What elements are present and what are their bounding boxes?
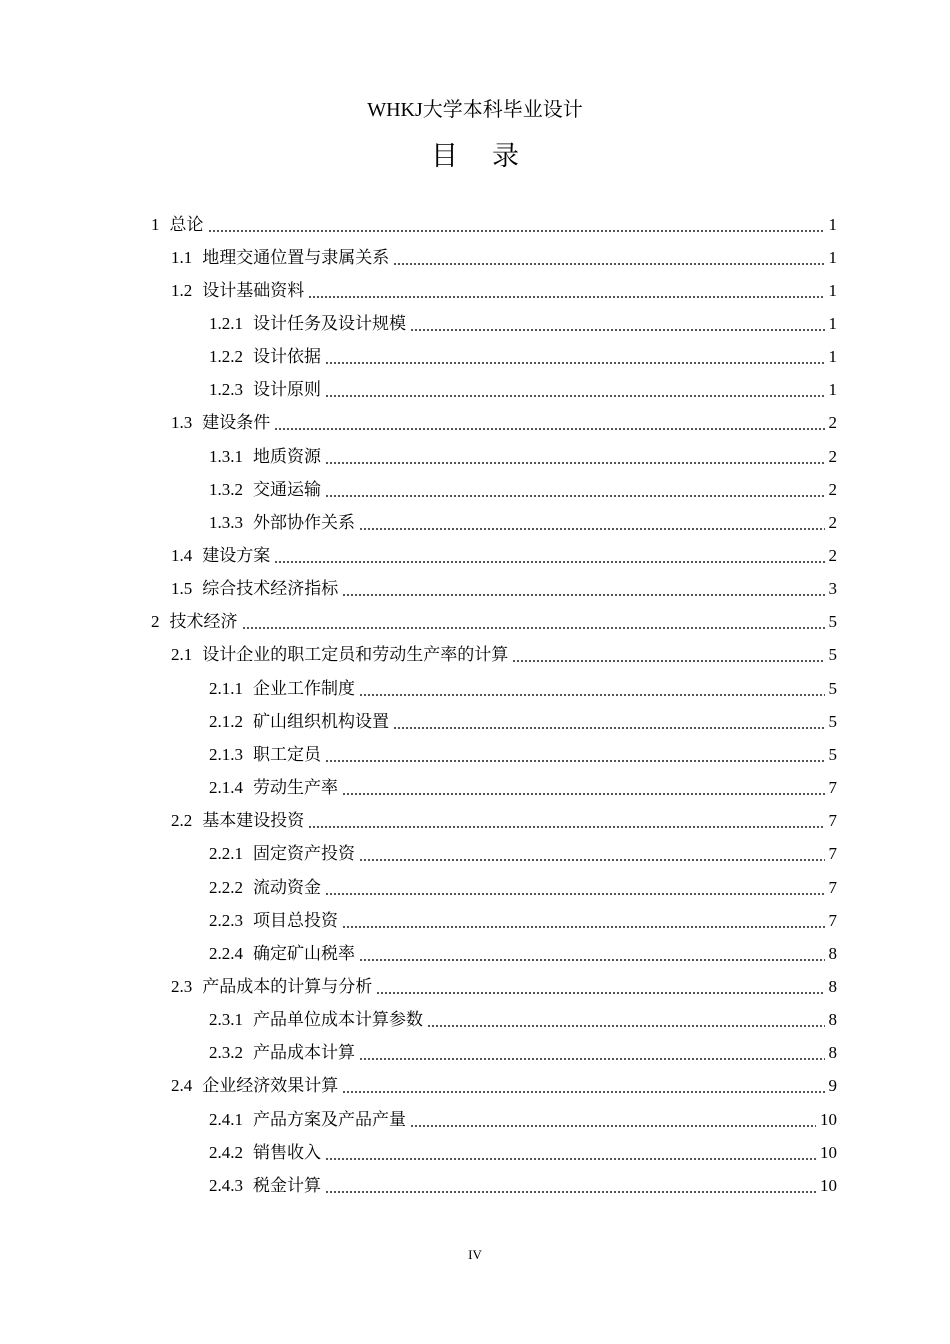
toc-entry-number: 2: [151, 612, 160, 632]
toc-dot-leader: [427, 1010, 825, 1030]
page-header: WHKJ大学本科毕业设计: [367, 99, 583, 121]
toc-entry[interactable]: [209, 672, 837, 705]
toc-dot-leader: [208, 215, 825, 235]
toc-entry-number: 2.2: [171, 811, 193, 831]
toc-entry-page: 8: [828, 943, 837, 963]
toc-entry-page: 5: [828, 645, 837, 665]
toc-entry-page: 7: [828, 811, 837, 831]
toc-entry-label: 地质资源: [253, 446, 321, 467]
toc-dot-leader: [325, 347, 825, 367]
toc-entry[interactable]: [171, 540, 837, 573]
toc-entry-page: 1: [828, 347, 837, 367]
toc-entry-page: 7: [828, 844, 837, 864]
toc-entry-page: 10: [820, 1175, 837, 1195]
toc-dot-leader: [393, 248, 824, 268]
toc-entry-page: 2: [828, 479, 837, 499]
toc-entry-number: 1.3.2: [209, 479, 243, 499]
toc-entry-number: 1.2.1: [209, 313, 243, 333]
toc-entry-number: 1.2.3: [209, 380, 243, 400]
toc-entry-page: 7: [828, 778, 837, 798]
toc-dot-leader: [274, 413, 824, 433]
toc-entry[interactable]: [209, 307, 837, 340]
toc-entry[interactable]: [209, 937, 837, 970]
toc-dot-leader: [376, 977, 824, 997]
toc-entry-label: 技术经济: [169, 612, 238, 633]
toc-entry-label: 产品成本计算: [253, 1043, 355, 1064]
toc-entry-label: 企业工作制度: [253, 678, 355, 699]
toc-dot-leader: [342, 778, 825, 798]
toc-entry-page: 1: [828, 280, 837, 300]
toc-entry-page: 9: [828, 1076, 837, 1096]
toc-entry-label: 流动资金: [253, 877, 321, 898]
toc-dot-leader: [410, 1110, 816, 1130]
toc-entry-page: 8: [828, 1043, 837, 1063]
toc-entry[interactable]: [171, 241, 837, 274]
toc-entry-label: 确定矿山税率: [253, 943, 355, 964]
toc-entry[interactable]: [209, 1037, 837, 1070]
toc-entry-number: 1.4: [171, 546, 193, 565]
toc-entry[interactable]: [209, 1004, 837, 1037]
toc-entry-page: 8: [828, 976, 837, 996]
toc-entry[interactable]: [209, 1103, 837, 1136]
toc-entry-page: 2: [828, 512, 837, 532]
toc-entry-number: 1.2: [171, 280, 193, 300]
toc-entry-number: 2.2.2: [209, 877, 243, 897]
toc-entry[interactable]: [171, 1070, 837, 1103]
toc-dot-leader: [325, 1176, 816, 1196]
toc-entry-label: 产品成本的计算与分析: [202, 976, 373, 997]
toc-entry-label: 企业经济效果计算: [202, 1076, 339, 1097]
toc-entry-label: 职工定员: [253, 744, 321, 765]
toc-dot-leader: [393, 712, 825, 732]
toc-entry-label: 总论: [169, 214, 204, 235]
toc-entry-page: 1: [828, 214, 837, 234]
toc-dot-leader: [325, 380, 825, 400]
toc-entry-label: 综合技术经济指标: [202, 579, 339, 600]
toc-entry[interactable]: [209, 904, 837, 937]
toc-entry-label: 设计企业的职工定员和劳动生产率的计算: [202, 645, 509, 666]
toc-entry-label: 税金计算: [253, 1175, 321, 1196]
toc-entry[interactable]: [209, 440, 837, 473]
toc-entry[interactable]: [151, 606, 837, 639]
toc-entry[interactable]: [209, 772, 837, 805]
toc-entry-label: 设计任务及设计规模: [253, 313, 406, 334]
toc-dot-leader: [325, 878, 825, 898]
toc-entry[interactable]: [209, 341, 837, 374]
toc-entry-number: 2.4.1: [209, 1109, 243, 1129]
toc-dot-leader: [410, 314, 825, 334]
toc-entry[interactable]: [171, 573, 837, 606]
toc-dot-leader: [359, 944, 825, 964]
toc-entry[interactable]: [209, 838, 837, 871]
toc-dot-leader: [359, 1043, 825, 1063]
toc-entry-number: 2.3.2: [209, 1043, 243, 1063]
toc-entry-number: 2.4: [171, 1076, 193, 1096]
toc-entry-page: 2: [828, 446, 837, 466]
toc-entry-page: 2: [828, 413, 837, 433]
toc-entry-number: 1.2.2: [209, 347, 243, 367]
toc-entry-number: 2.2.1: [209, 844, 243, 864]
toc-dot-leader: [359, 513, 825, 533]
toc-entry-label: 设计依据: [253, 347, 321, 368]
toc-entry[interactable]: [171, 407, 837, 440]
toc-entry-page: 10: [820, 1109, 837, 1129]
toc-entry-page: 1: [828, 247, 837, 267]
toc-entry[interactable]: [151, 208, 837, 241]
toc-entry-number: 2.1.1: [209, 678, 243, 698]
toc-entry-number: 2.3.1: [209, 1010, 243, 1030]
toc-entry-label: 固定资产投资: [253, 844, 355, 865]
toc-entry[interactable]: [209, 705, 837, 738]
toc-entry[interactable]: [209, 871, 837, 904]
toc-entry-label: 建设方案: [202, 546, 271, 566]
toc-entry[interactable]: [209, 473, 837, 506]
toc-entry-label: 交通运输: [253, 479, 321, 500]
toc-dot-leader: [325, 447, 825, 467]
toc-entry-number: 1.5: [171, 579, 193, 599]
page-title: 目录: [431, 141, 553, 172]
toc-entry-page: 7: [828, 877, 837, 897]
toc-dot-leader: [242, 612, 825, 632]
toc-entry-number: 2.2.3: [209, 910, 243, 930]
toc-entry-number: 1.3.1: [209, 446, 243, 466]
toc-entry-number: 1.3.3: [209, 512, 243, 532]
toc-dot-leader: [512, 645, 824, 665]
toc-entry[interactable]: [209, 506, 837, 539]
toc-dot-leader: [342, 911, 825, 931]
toc-entry[interactable]: [209, 1169, 837, 1202]
toc-dot-leader: [359, 679, 825, 699]
toc-entry-label: 矿山组织机构设置: [253, 711, 389, 732]
toc-entry-label: 建设条件: [202, 413, 271, 434]
toc-entry[interactable]: [209, 374, 837, 407]
toc-entry-label: 产品单位成本计算参数: [253, 1010, 423, 1031]
toc-entry-label: 产品方案及产品产量: [253, 1109, 406, 1130]
toc-entry[interactable]: [171, 805, 837, 838]
toc-entry-label: 基本建设投资: [202, 811, 305, 832]
toc-entry-number: 2.2.4: [209, 943, 243, 963]
toc-entry-number: 2.1: [171, 645, 193, 665]
toc-dot-leader: [308, 281, 824, 301]
toc-entry-page: 5: [828, 678, 837, 698]
toc-entry-label: 销售收入: [253, 1142, 321, 1163]
toc-dot-leader: [342, 1076, 824, 1096]
toc-entry-page: 2: [828, 546, 837, 565]
toc-entry-page: 3: [828, 579, 837, 599]
toc-entry-number: 2.3: [171, 976, 193, 996]
toc-dot-leader: [325, 1143, 816, 1163]
toc-entry-page: 10: [820, 1142, 837, 1162]
toc-dot-leader: [325, 745, 825, 765]
toc-entry-number: 1: [151, 214, 160, 234]
toc-entry-page: 8: [828, 1010, 837, 1030]
toc-entry-page: 5: [828, 711, 837, 731]
toc-entry-number: 2.1.2: [209, 711, 243, 731]
toc-entry-page: 1: [828, 380, 837, 400]
toc-dot-leader: [359, 844, 825, 864]
toc-entry-page: 7: [828, 910, 837, 930]
toc-entry-number: 1.3: [171, 413, 193, 433]
toc-dot-leader: [325, 480, 825, 500]
toc-entry-number: 2.4.2: [209, 1142, 243, 1162]
toc-entry-page: 5: [828, 744, 837, 764]
toc-entry-label: 设计基础资料: [202, 280, 305, 301]
toc-dot-leader: [342, 579, 824, 599]
toc-entry-number: 2.1.4: [209, 778, 243, 798]
toc-dot-leader: [274, 546, 824, 566]
page-number: IV: [468, 1247, 482, 1262]
toc-entry-label: 劳动生产率: [253, 778, 338, 799]
toc-entry-page: 5: [828, 612, 837, 632]
toc-entry-number: 2.4.3: [209, 1175, 243, 1195]
toc-entry-label: 项目总投资: [253, 910, 338, 931]
toc-entry-label: 地理交通位置与隶属关系: [202, 247, 390, 268]
toc-entry[interactable]: [171, 639, 837, 672]
toc-dot-leader: [308, 811, 824, 831]
toc-entry-number: 1.1: [171, 247, 193, 267]
toc-entry-label: 外部协作关系: [253, 512, 355, 533]
toc-entry[interactable]: [209, 738, 837, 771]
toc-entry[interactable]: [171, 274, 837, 307]
toc-entry-label: 设计原则: [253, 380, 321, 401]
toc-entry-page: 1: [828, 313, 837, 333]
toc-entry[interactable]: [171, 970, 837, 1003]
toc-entry-number: 2.1.3: [209, 744, 243, 764]
toc-entry[interactable]: [209, 1136, 837, 1169]
